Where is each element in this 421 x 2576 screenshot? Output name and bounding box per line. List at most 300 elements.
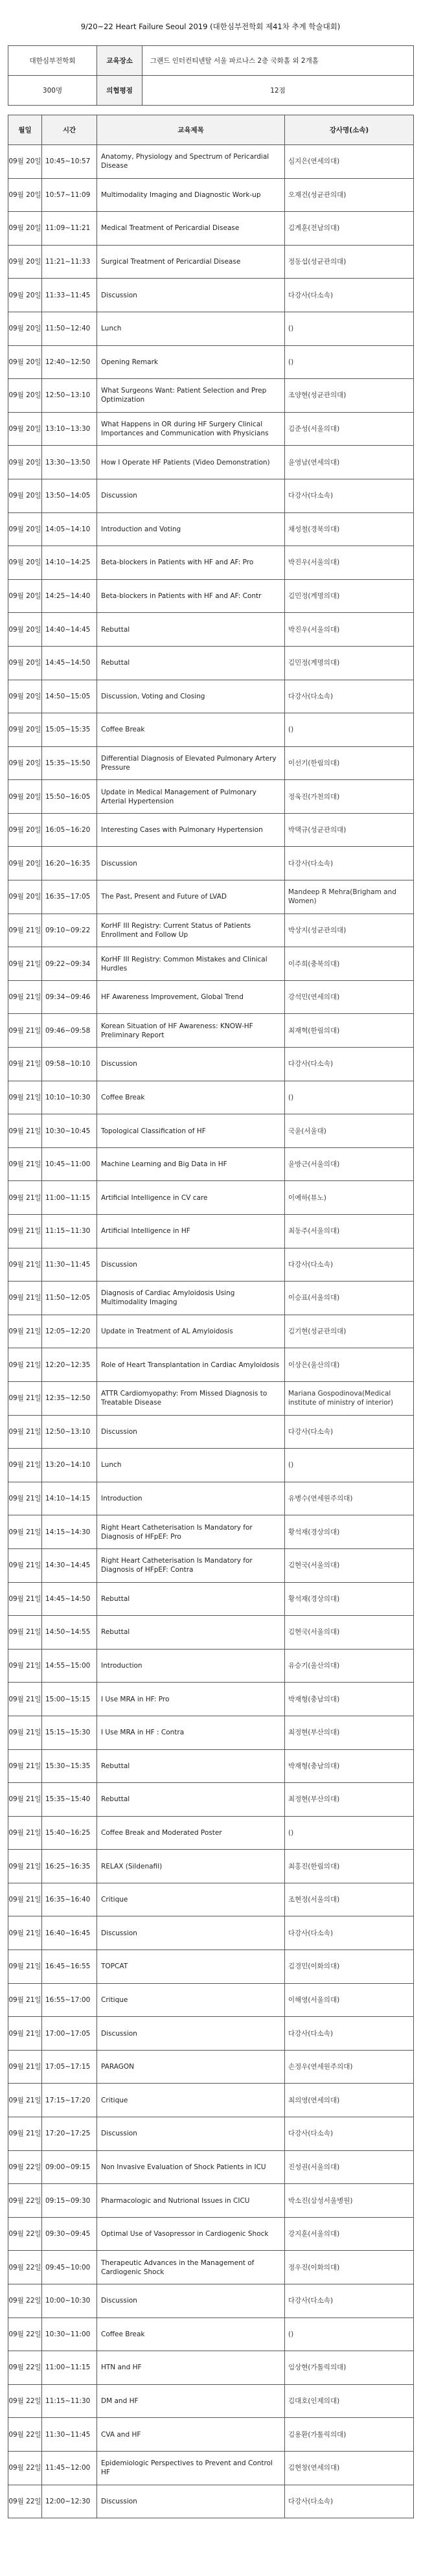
row-speaker: 박재형(충남의대)	[285, 1683, 414, 1716]
row-speaker: 김대호(인제의대)	[285, 2384, 414, 2418]
row-title: Right Heart Catheterisation Is Mandatory for Diagnosis of HFpEF: Pro	[97, 1515, 285, 1549]
row-title: Epidemiologic Perspectives to Prevent and Control HF	[97, 2451, 285, 2485]
table-row	[8, 446, 414, 479]
row-time: 13:20~14:10	[42, 1449, 97, 1482]
row-speaker: 이주희(충북의대)	[285, 947, 414, 981]
table-row	[8, 914, 414, 947]
table-row	[8, 2050, 414, 2084]
row-title: Discussion	[97, 1916, 285, 1950]
row-title: Critique	[97, 2084, 285, 2117]
row-date: 09월 22일	[8, 2251, 42, 2284]
row-title: Coffee Break	[97, 1081, 285, 1114]
row-speaker: 다강사(다소속)	[285, 680, 414, 713]
row-time: 17:15~17:20	[42, 2084, 97, 2117]
row-title: Differential Diagnosis of Elevated Pulmonary Artery Pressure	[97, 746, 285, 780]
table-row	[8, 1716, 414, 1749]
row-speaker: 진성권(서울의대)	[285, 2150, 414, 2184]
row-time: 14:10~14:25	[42, 546, 97, 580]
row-speaker: 최정현(부산의대)	[285, 1716, 414, 1749]
table-row	[8, 312, 414, 345]
row-date: 09월 22일	[8, 2184, 42, 2218]
row-title: Beta-blockers in Patients with HF and AF: Pro	[97, 546, 285, 580]
row-date: 09월 22일	[8, 2150, 42, 2184]
row-time: 15:35~15:40	[42, 1783, 97, 1817]
row-date: 09월 21일	[8, 1147, 42, 1181]
table-row	[8, 1348, 414, 1382]
row-speaker: 박진우(서울의대)	[285, 546, 414, 580]
row-title: Lunch	[97, 1449, 285, 1482]
row-title: Discussion	[97, 1048, 285, 1081]
table-row	[8, 613, 414, 647]
table-row	[8, 1248, 414, 1282]
row-speaker: 강석민(연세의대)	[285, 980, 414, 1014]
row-speaker: 김준성(서울의대)	[285, 412, 414, 446]
row-speaker: ()	[285, 2317, 414, 2351]
row-time: 11:33~11:45	[42, 279, 97, 312]
row-date: 09월 20일	[8, 680, 42, 713]
row-speaker: 정동섭(성균관의대)	[285, 245, 414, 279]
table-row	[8, 2150, 414, 2184]
row-time: 16:35~16:40	[42, 1883, 97, 1916]
row-title: Pharmacologic and Nutrional Issues in CICU	[97, 2184, 285, 2218]
row-time: 16:20~16:35	[42, 847, 97, 880]
row-title: Discussion	[97, 2117, 285, 2151]
row-speaker: ()	[285, 1449, 414, 1482]
row-time: 14:25~14:40	[42, 579, 97, 613]
table-row	[8, 1816, 414, 1850]
row-date: 09월 21일	[8, 1348, 42, 1382]
table-row	[8, 713, 414, 747]
info-row-seats	[8, 76, 414, 106]
table-row	[8, 1181, 414, 1215]
row-speaker: 조양현(성균관의대)	[285, 379, 414, 413]
table-row	[8, 2217, 414, 2251]
row-date: 09월 21일	[8, 2084, 42, 2117]
table-row	[8, 813, 414, 847]
row-time: 15:05~15:35	[42, 713, 97, 747]
table-row	[8, 780, 414, 814]
row-speaker: 조현정(서울의대)	[285, 1883, 414, 1916]
row-title: What Happens in OR during HF Surgery Clinical Importances and Communication with Physicians	[97, 412, 285, 446]
table-row	[8, 2384, 414, 2418]
row-speaker: 김경민(이화의대)	[285, 1950, 414, 1984]
venue-value: 그랜드 인터컨티넨탈 서울 파르나스 2층 국화홀 외 2개홀	[142, 46, 414, 76]
header-title: 교육제목	[97, 115, 285, 145]
header-time: 시간	[42, 115, 97, 145]
row-time: 10:45~10:57	[42, 145, 97, 179]
table-row	[8, 1616, 414, 1650]
row-time: 14:55~15:00	[42, 1649, 97, 1683]
table-row	[8, 2251, 414, 2284]
row-date: 09월 21일	[8, 1449, 42, 1482]
row-date: 09월 21일	[8, 1515, 42, 1549]
table-row	[8, 1983, 414, 2017]
table-row	[8, 1048, 414, 1081]
row-speaker: 김민정(계명의대)	[285, 579, 414, 613]
row-date: 09월 20일	[8, 746, 42, 780]
table-row	[8, 412, 414, 446]
row-title: PARAGON	[97, 2050, 285, 2084]
row-speaker: 다강사(다소속)	[285, 2117, 414, 2151]
table-row	[8, 379, 414, 413]
row-title: Discussion	[97, 2485, 285, 2518]
row-speaker: 김기현(성균관의대)	[285, 1315, 414, 1348]
row-title: The Past, Present and Future of LVAD	[97, 880, 285, 914]
row-date: 09월 21일	[8, 1381, 42, 1415]
table-row	[8, 1482, 414, 1515]
row-title: What Surgeons Want: Patient Selection and Prep Optimization	[97, 379, 285, 413]
row-time: 09:45~10:00	[42, 2251, 97, 2284]
row-speaker: 다강사(다소속)	[285, 479, 414, 512]
row-speaker: 최정현(부산의대)	[285, 1783, 414, 1817]
row-title: Rebuttal	[97, 1783, 285, 1817]
row-date: 09월 21일	[8, 1315, 42, 1348]
row-title: Right Heart Catheterisation Is Mandatory for Diagnosis of HFpEF: Contra	[97, 1548, 285, 1582]
row-title: Anatomy, Physiology and Spectrum of Pericardial Disease	[97, 145, 285, 179]
row-speaker: 황석재(경상의대)	[285, 1582, 414, 1616]
row-speaker: 이선기(한림의대)	[285, 746, 414, 780]
table-row	[8, 947, 414, 981]
table-row	[8, 2485, 414, 2518]
row-title: Update in Medical Management of Pulmonary Arterial Hypertension	[97, 780, 285, 814]
table-row	[8, 2351, 414, 2385]
row-time: 11:21~11:33	[42, 245, 97, 279]
row-time: 15:35~15:50	[42, 746, 97, 780]
row-date: 09월 21일	[8, 1215, 42, 1248]
row-time: 15:40~16:25	[42, 1816, 97, 1850]
header-date: 월일	[8, 115, 42, 145]
schedule-table	[8, 115, 414, 2518]
table-row	[8, 1649, 414, 1683]
row-date: 09월 21일	[8, 1716, 42, 1749]
row-speaker: 김민정(계명의대)	[285, 646, 414, 680]
row-title: ATTR Cardiomyopathy: From Missed Diagnosis to Treatable Disease	[97, 1381, 285, 1415]
row-date: 09월 22일	[8, 2351, 42, 2385]
row-title: Rebuttal	[97, 1582, 285, 1616]
row-title: Rebuttal	[97, 613, 285, 647]
table-row	[8, 646, 414, 680]
table-row	[8, 1081, 414, 1114]
row-date: 09월 22일	[8, 2451, 42, 2485]
row-date: 09월 20일	[8, 813, 42, 847]
row-speaker: 박상지(성균관의대)	[285, 914, 414, 947]
row-title: KorHF III Registry: Common Mistakes and Clinical Hurdles	[97, 947, 285, 981]
row-title: Rebuttal	[97, 646, 285, 680]
row-speaker: 박진우(서울의대)	[285, 613, 414, 647]
row-time: 14:30~14:45	[42, 1548, 97, 1582]
header-speaker: 강사명(소속)	[285, 115, 414, 145]
credits-value: 12점	[142, 76, 414, 106]
row-time: 09:58~10:10	[42, 1048, 97, 1081]
row-date: 09월 21일	[8, 1816, 42, 1850]
row-title: Non Invasive Evaluation of Shock Patients in ICU	[97, 2150, 285, 2184]
row-time: 10:30~10:45	[42, 1114, 97, 1148]
row-date: 09월 21일	[8, 1950, 42, 1984]
row-speaker: 박소진(삼성서울병원)	[285, 2184, 414, 2218]
row-time: 10:57~11:09	[42, 178, 97, 212]
row-date: 09월 20일	[8, 345, 42, 379]
row-time: 17:00~17:05	[42, 2017, 97, 2051]
row-time: 13:30~13:50	[42, 446, 97, 479]
table-row	[8, 546, 414, 580]
row-time: 11:15~11:30	[42, 2384, 97, 2418]
row-time: 10:45~11:00	[42, 1147, 97, 1181]
row-speaker: 정욱진(가천의대)	[285, 780, 414, 814]
row-date: 09월 21일	[8, 1181, 42, 1215]
row-date: 09월 21일	[8, 1983, 42, 2017]
table-row	[8, 2117, 414, 2151]
row-speaker: 최동주(서울의대)	[285, 1215, 414, 1248]
row-date: 09월 21일	[8, 1014, 42, 1048]
row-date: 09월 20일	[8, 312, 42, 345]
row-time: 14:10~14:15	[42, 1482, 97, 1515]
organizer-name: 대한심부전학회	[8, 46, 97, 76]
row-date: 09월 20일	[8, 212, 42, 246]
row-speaker: 다강사(다소속)	[285, 279, 414, 312]
row-date: 09월 22일	[8, 2317, 42, 2351]
row-time: 11:30~11:45	[42, 2418, 97, 2452]
row-speaker: ()	[285, 1816, 414, 1850]
row-time: 14:50~14:55	[42, 1616, 97, 1650]
row-title: Critique	[97, 1883, 285, 1916]
row-date: 09월 21일	[8, 1649, 42, 1683]
row-date: 09월 21일	[8, 1482, 42, 1515]
row-date: 09월 21일	[8, 1548, 42, 1582]
table-row	[8, 1515, 414, 1549]
course-info-table	[8, 45, 414, 106]
table-row	[8, 2084, 414, 2117]
row-date: 09월 21일	[8, 2017, 42, 2051]
row-title: Artificial Intelligence in HF	[97, 1215, 285, 1248]
row-time: 11:09~11:21	[42, 212, 97, 246]
row-time: 11:30~11:45	[42, 1248, 97, 1282]
table-row	[8, 1415, 414, 1449]
row-speaker: 다강사(다소속)	[285, 2485, 414, 2518]
row-time: 11:00~11:15	[42, 1181, 97, 1215]
table-row	[8, 847, 414, 880]
row-time: 14:45~14:50	[42, 1582, 97, 1616]
row-time: 09:10~09:22	[42, 914, 97, 947]
row-date: 09월 20일	[8, 379, 42, 413]
row-title: Coffee Break	[97, 713, 285, 747]
row-speaker: ()	[285, 1081, 414, 1114]
row-title: KorHF III Registry: Current Status of Patients Enrollment and Follow Up	[97, 914, 285, 947]
row-time: 14:50~15:05	[42, 680, 97, 713]
row-date: 09월 21일	[8, 914, 42, 947]
row-speaker: 유승기(울산의대)	[285, 1649, 414, 1683]
row-time: 12:40~12:50	[42, 345, 97, 379]
row-title: CVA and HF	[97, 2418, 285, 2452]
table-row	[8, 2317, 414, 2351]
table-row	[8, 1683, 414, 1716]
row-time: 14:40~14:45	[42, 613, 97, 647]
row-title: Machine Learning and Big Data in HF	[97, 1147, 285, 1181]
table-row	[8, 345, 414, 379]
row-speaker: 이예하(뷰노)	[285, 1181, 414, 1215]
row-title: Update in Treatment of AL Amyloidosis	[97, 1315, 285, 1348]
row-title: Medical Treatment of Pericardial Disease	[97, 212, 285, 246]
row-date: 09월 21일	[8, 1916, 42, 1950]
page-title: 9/20~22 Heart Failure Seoul 2019 (대한심부전학회 제41차 추계 학술대회)	[80, 22, 341, 31]
table-row	[8, 2451, 414, 2485]
row-date: 09월 21일	[8, 1616, 42, 1650]
row-title: HTN and HF	[97, 2351, 285, 2385]
row-date: 09월 20일	[8, 178, 42, 212]
table-row	[8, 1548, 414, 1582]
table-row	[8, 746, 414, 780]
row-speaker: 윤방근(서울의대)	[285, 1147, 414, 1181]
row-time: 13:50~14:05	[42, 479, 97, 512]
table-row	[8, 1381, 414, 1415]
row-time: 10:30~11:00	[42, 2317, 97, 2351]
row-speaker: 다강사(다소속)	[285, 1916, 414, 1950]
row-title: Multimodality Imaging and Diagnostic Work-up	[97, 178, 285, 212]
row-title: Role of Heart Transplantation in Cardiac Amyloidosis	[97, 1348, 285, 1382]
row-speaker: 강지훈(서울의대)	[285, 2217, 414, 2251]
row-title: Artificial Intelligence in CV care	[97, 1181, 285, 1215]
row-date: 09월 21일	[8, 1850, 42, 1883]
table-row	[8, 1916, 414, 1950]
row-date: 09월 20일	[8, 279, 42, 312]
row-date: 09월 20일	[8, 412, 42, 446]
row-date: 09월 21일	[8, 1081, 42, 1114]
row-date: 09월 20일	[8, 880, 42, 914]
row-time: 12:05~12:20	[42, 1315, 97, 1348]
row-title: Discussion	[97, 1415, 285, 1449]
row-speaker: 다강사(다소속)	[285, 847, 414, 880]
table-row	[8, 1783, 414, 1817]
row-date: 09월 21일	[8, 1783, 42, 1817]
table-row	[8, 1950, 414, 1984]
row-date: 09월 21일	[8, 947, 42, 981]
row-time: 12:35~12:50	[42, 1381, 97, 1415]
row-date: 09월 20일	[8, 646, 42, 680]
row-title: Topological Classification of HF	[97, 1114, 285, 1148]
table-row	[8, 212, 414, 246]
table-row	[8, 245, 414, 279]
row-date: 09월 20일	[8, 847, 42, 880]
row-title: Diagnosis of Cardiac Amyloidosis Using Multimodality Imaging	[97, 1282, 285, 1315]
row-date: 09월 21일	[8, 1282, 42, 1315]
row-time: 15:15~15:30	[42, 1716, 97, 1749]
row-title: Therapeutic Advances in the Management of Cardiogenic Shock	[97, 2251, 285, 2284]
row-title: Discussion	[97, 279, 285, 312]
venue-label: 교육장소	[97, 46, 142, 76]
row-speaker: 이상은(울산의대)	[285, 1348, 414, 1382]
row-date: 09월 20일	[8, 780, 42, 814]
table-row	[8, 279, 414, 312]
row-time: 09:22~09:34	[42, 947, 97, 981]
row-date: 09월 21일	[8, 980, 42, 1014]
row-title: Coffee Break and Moderated Poster	[97, 1816, 285, 1850]
row-title: HF Awareness Improvement, Global Trend	[97, 980, 285, 1014]
row-time: 12:00~12:30	[42, 2485, 97, 2518]
row-title: Optimal Use of Vasopressor in Cardiogenic Shock	[97, 2217, 285, 2251]
table-row	[8, 2418, 414, 2452]
row-speaker: 윤영남(연세의대)	[285, 446, 414, 479]
row-date: 09월 21일	[8, 1683, 42, 1716]
row-title: Discussion, Voting and Closing	[97, 680, 285, 713]
row-time: 15:50~16:05	[42, 780, 97, 814]
row-speaker: 다강사(다소속)	[285, 1248, 414, 1282]
row-title: Rebuttal	[97, 1616, 285, 1650]
row-title: Discussion	[97, 2017, 285, 2051]
table-row	[8, 2284, 414, 2318]
row-title: Critique	[97, 1983, 285, 2017]
row-time: 17:20~17:25	[42, 2117, 97, 2151]
row-time: 16:55~17:00	[42, 1983, 97, 2017]
row-time: 16:40~16:45	[42, 1916, 97, 1950]
row-title: Introduction and Voting	[97, 512, 285, 546]
row-title: DM and HF	[97, 2384, 285, 2418]
row-time: 16:05~16:20	[42, 813, 97, 847]
table-row	[8, 1749, 414, 1783]
row-speaker: 이승표(서울의대)	[285, 1282, 414, 1315]
table-row	[8, 178, 414, 212]
row-date: 09월 21일	[8, 2050, 42, 2084]
row-date: 09월 21일	[8, 1114, 42, 1148]
row-date: 09월 22일	[8, 2418, 42, 2452]
row-speaker: 황석재(경상의대)	[285, 1515, 414, 1549]
row-speaker: 심지은(연세의대)	[285, 145, 414, 179]
row-time: 14:05~14:10	[42, 512, 97, 546]
row-speaker: ()	[285, 345, 414, 379]
table-row	[8, 880, 414, 914]
seat-count: 300명	[8, 76, 97, 106]
table-row	[8, 1014, 414, 1048]
row-date: 09월 22일	[8, 2217, 42, 2251]
row-title: Coffee Break	[97, 2317, 285, 2351]
row-time: 10:10~10:30	[42, 1081, 97, 1114]
row-time: 09:00~09:15	[42, 2150, 97, 2184]
table-row	[8, 1883, 414, 1916]
table-row	[8, 1147, 414, 1181]
row-speaker: 임상현(가톨릭의대)	[285, 2351, 414, 2385]
row-speaker: 이해영(서울의대)	[285, 1983, 414, 2017]
row-title: Discussion	[97, 847, 285, 880]
row-date: 09월 20일	[8, 479, 42, 512]
row-speaker: 국윤(서울대)	[285, 1114, 414, 1148]
row-title: Beta-blockers in Patients with HF and AF: Contr	[97, 579, 285, 613]
table-row	[8, 1582, 414, 1616]
table-row	[8, 2017, 414, 2051]
row-title: Introduction	[97, 1482, 285, 1515]
row-title: Introduction	[97, 1649, 285, 1683]
row-date: 09월 21일	[8, 1749, 42, 1783]
row-speaker: 최홍진(한림의대)	[285, 1850, 414, 1883]
row-speaker: 김현국(서울의대)	[285, 1548, 414, 1582]
row-title: Discussion	[97, 2284, 285, 2318]
row-speaker: 박재형(충남의대)	[285, 1749, 414, 1783]
row-title: Lunch	[97, 312, 285, 345]
row-time: 12:50~13:10	[42, 379, 97, 413]
row-time: 14:45~14:50	[42, 646, 97, 680]
row-title: Discussion	[97, 479, 285, 512]
row-time: 09:30~09:45	[42, 2217, 97, 2251]
row-date: 09월 20일	[8, 546, 42, 580]
row-date: 09월 20일	[8, 446, 42, 479]
table-row	[8, 680, 414, 713]
table-row	[8, 1215, 414, 1248]
row-time: 13:10~13:30	[42, 412, 97, 446]
row-title: Rebuttal	[97, 1749, 285, 1783]
table-row	[8, 1315, 414, 1348]
schedule-header-row	[8, 115, 414, 145]
row-speaker: 김현창(연세의대)	[285, 2451, 414, 2485]
row-speaker: 다강사(다소속)	[285, 1048, 414, 1081]
table-row	[8, 1449, 414, 1482]
table-row	[8, 579, 414, 613]
